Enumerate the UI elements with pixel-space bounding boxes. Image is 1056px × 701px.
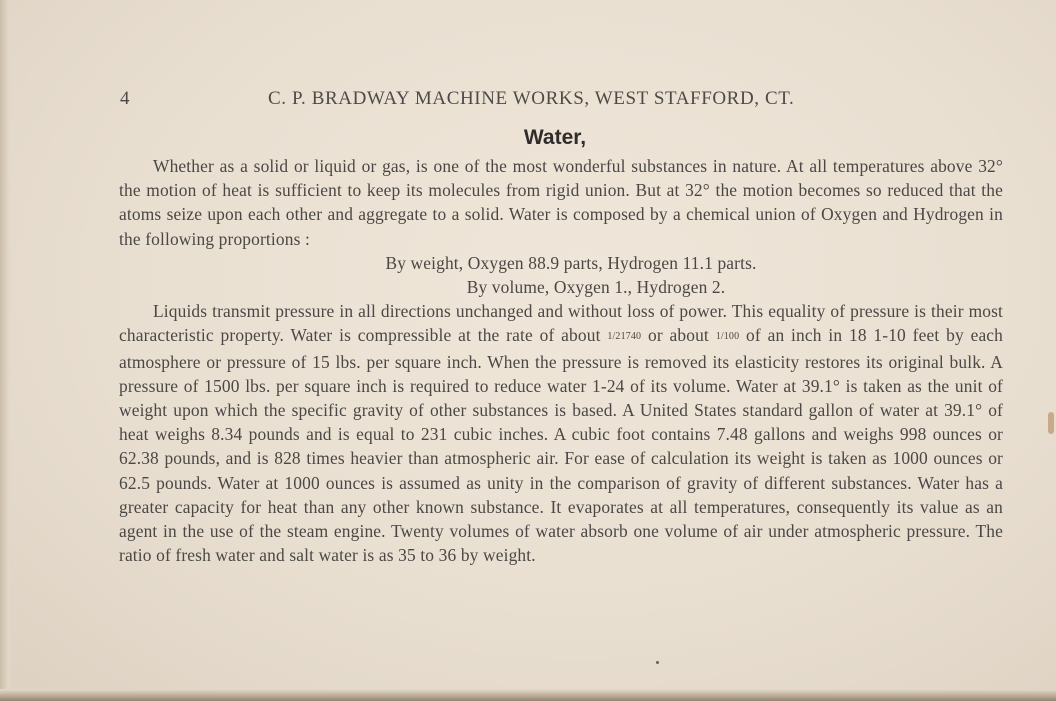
page-edge-stain [1048,412,1054,434]
running-header [120,88,856,114]
page-number: 4 [120,88,131,109]
page-bottom-edge [0,689,1056,701]
fraction-compressibility: 1/21740 [607,331,642,343]
paragraph-2-part-2: or about [647,325,709,346]
proportion-by-weight: By weight, Oxygen 88.9 parts, Hydrogen 11.1 parts. [385,252,757,273]
paragraph-2 [119,299,1003,567]
paper-speck [656,661,659,664]
proportion-by-volume: By volume, Oxygen 1., Hydrogen 2. [466,277,726,298]
paragraph-2-part-3: of an inch in 18 1-10 feet by each atmosphere or pressure of 15 lbs. per square inch. When the pressure is removed its elasticity restores its original bulk. A pressure of 1500 lbs. per square inch is required to reduce water 1-24 of its volume. Water at 39.1° is taken as the unit of weight upon which the specific gravity of other substances is based. A United States standard gallon of water at 39.1° of heat weighs 8.34 pounds and is equal to 231 cubic inches. A cubic foot contains 7.48 gallons and weighs 998 ounces or 62.38 pounds, and is 828 times heavier than atmospheric air. For ease of calculation its weight is taken as 1000 ounces or 62.5 pounds. Water at 1000 ounces is assumed as unity in the comparison of gravity of different substances. Water has a greater capacity for heat than any other known substance. It evaporates at all temperatures, consequently its value as an agent in the use of the steam engine. Twenty volumes of water absorb one volume of air under atmospheric pressure. The ratio of fresh water and salt water is as 35 to 36 by weight. [119,325,1004,566]
paragraph-1: Whether as a solid or liquid or gas, is one of the most wonderful substances in nature. At all temperatures above 32° the motion of heat is sufficient to keep its molecules from rigid union. But at 32° the motion becomes so reduced that the atoms seize upon each other and aggregate to a solid. Water is composed by a chemical union of Oxygen and Hydrogen in the following proportions : [119,156,1003,249]
fraction-inch: 1/100 [715,331,740,343]
paragraph-2-part-1: Liquids transmit pressure in all directions unchanged and without loss of power. This equality of pressure is their most characteristic property. Water is compressible at the rate of about [119,301,1003,346]
body-text [119,154,1003,567]
page-binding-edge [0,0,12,701]
section-heading: Water, [523,126,587,149]
header-title: C. P. BRADWAY MACHINE WORKS, WEST STAFFORD, CT. [268,88,795,109]
